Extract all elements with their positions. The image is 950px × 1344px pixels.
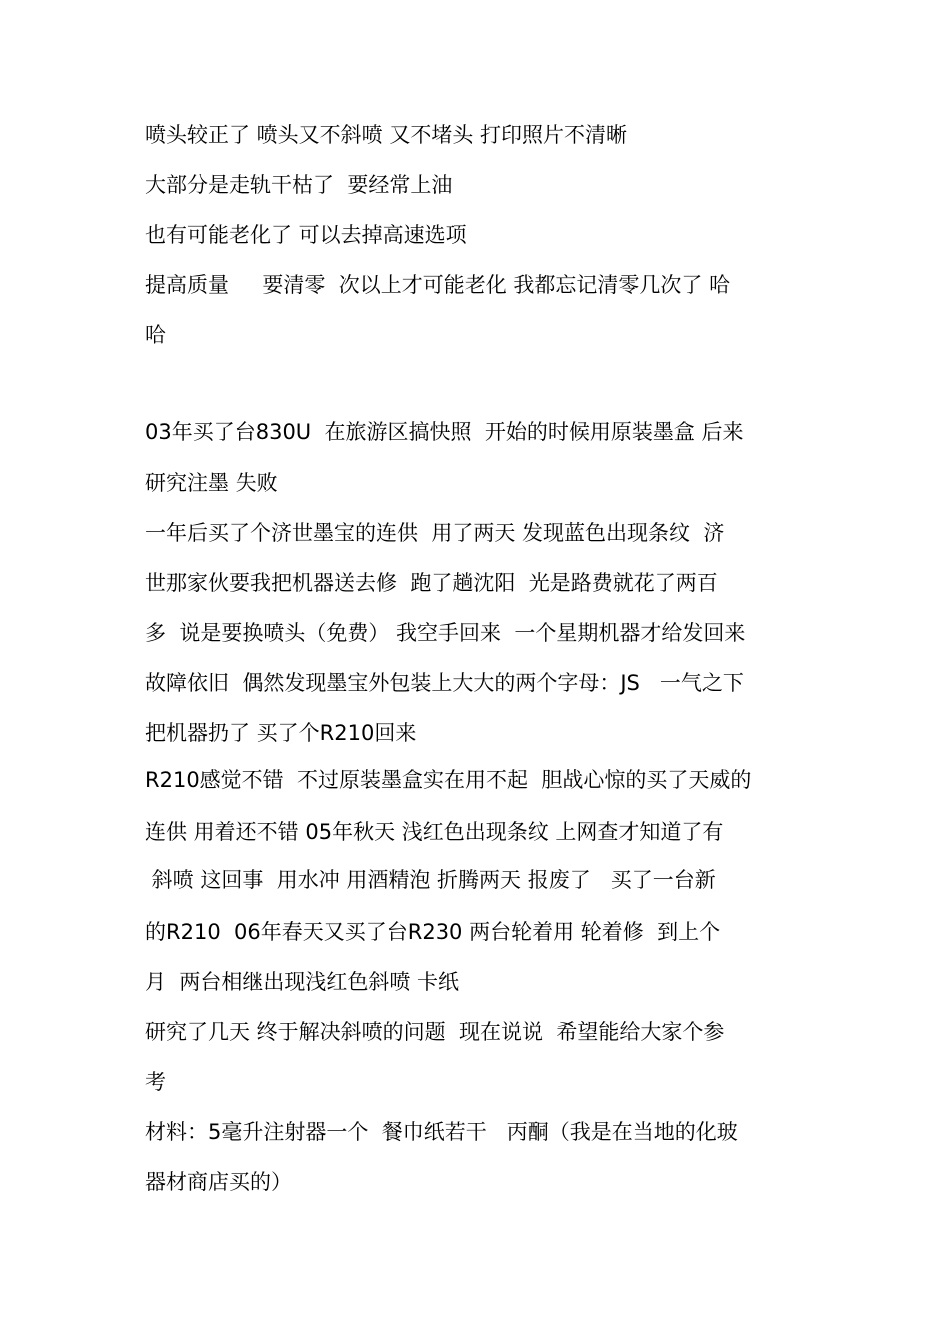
text-line: 喷头较正了 喷头又不斜喷 又不堵头 打印照片不清晰 [145,123,628,147]
text-line: 的R210 06年春天又买了台R230 两台轮着用 轮着修 到上个 [145,920,721,944]
text-line: 大部分是走轨干枯了 要经常上油 [145,173,453,197]
text-line: 哈 [145,323,166,347]
text-line: R210感觉不错 不过原装墨盒实在用不起 胆战心惊的买了天威的 [145,768,752,792]
text-line: 03年买了台830U 在旅游区搞快照 开始的时候用原装墨盒 后来 [145,420,744,444]
text-line: 一年后买了个济世墨宝的连供 用了两天 发现蓝色出现条纹 济 [145,521,725,545]
text-line: 器材商店买的） [145,1170,292,1194]
text-line: 把机器扔了 买了个R210回来 [145,721,417,745]
text-line: 研究注墨 失败 [145,471,278,495]
text-line: 月 两台相继出现浅红色斜喷 卡纸 [145,970,460,994]
text-line: 也有可能老化了 可以去掉高速选项 [145,223,467,247]
text-line: 考 [145,1070,166,1094]
text-line: 故障依旧 偶然发现墨宝外包装上大大的两个字母：JS 一气之下 [145,671,744,695]
text-line: 研究了几天 终于解决斜喷的问题 现在说说 希望能给大家个参 [145,1020,725,1044]
text-line: 提高质量 要清零 次以上才可能老化 我都忘记清零几次了 哈 [145,273,731,297]
text-line: 斜喷 这回事 用水冲 用酒精泡 折腾两天 报废了 买了一台新 [145,868,716,892]
text-line: 连供 用着还不错 05年秋天 浅红色出现条纹 上网查才知道了有 [145,820,724,844]
text-line: 世那家伙要我把机器送去修 跑了趟沈阳 光是路费就花了两百 [145,571,718,595]
text-line: 材料：5毫升注射器一个 餐巾纸若干 丙酮（我是在当地的化玻 [145,1120,738,1144]
text-line: 多 说是要换喷头（免费） 我空手回来 一个星期机器才给发回来 [145,621,746,645]
